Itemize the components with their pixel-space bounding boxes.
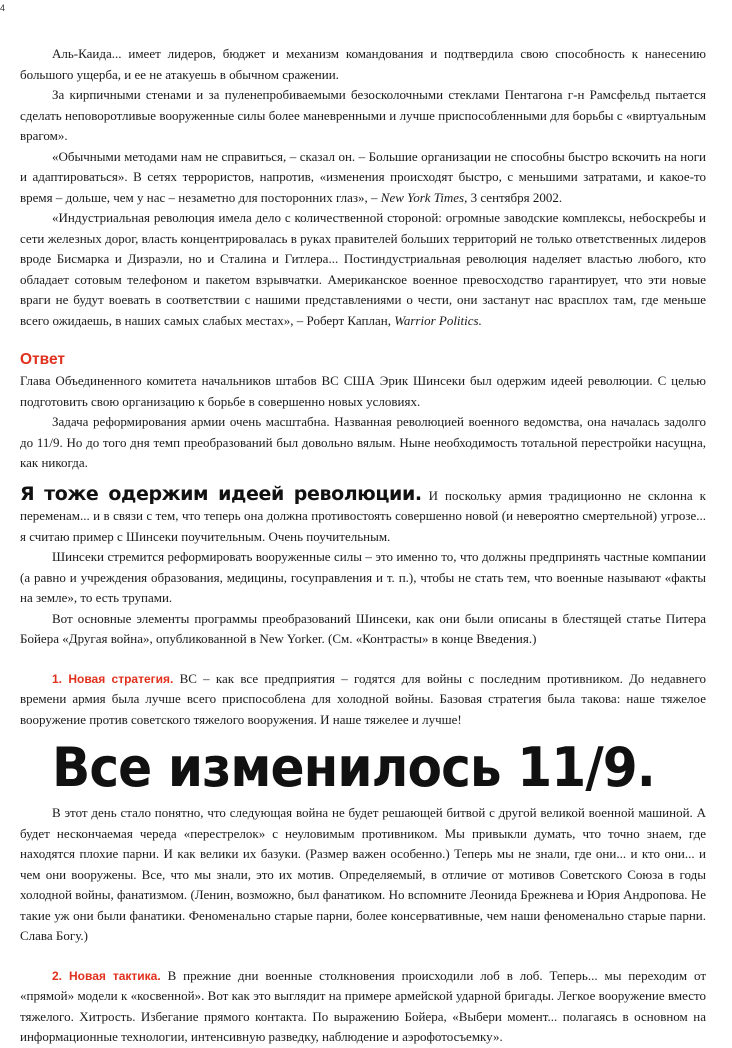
obsessed-paragraph (20, 484, 706, 548)
point-new-tactics (20, 966, 706, 1048)
point-new-strategy (20, 669, 706, 731)
answer-paragraph: Глава Объединенного комитета начальников штабов ВС США Эрик Шинсеки был одержим идеей революции. С целью подготовить свою организацию к борьбе в совершенно новых условиях. (20, 373, 706, 409)
after-headline-paragraph: В этот день стало понятно, что следующая война не будет решающей битвой с другой великой военной машиной. А будет нескончаемая череда «перестрелок» с неуловимым противником. Мы привыкли думать, что точно знаем, где находятся плохие парни. И как велики их базуки. (Размер важен особенно.) Теперь мы не знали, где они... и кто они... и чем они вооружены. Все, что мы знали, это их мотив. Определяемый, в отличие от мотивов Советского Союза в годы холодной войны, фанатизмом. (Ленин, возможно, был фанатиком. Но вспомните Леонида Брежнева и Юрия Андропова. Не такие уж они были фанатики. Феноменально старые парни, более консервативные, чем наши феноменально старые парни. Слава Богу.) (20, 805, 706, 943)
point1-label: 1. Новая стратегия. (52, 671, 174, 686)
intro-paragraph: За кирпичными стенами и за пуленепробиваемыми безосколочными стеклами Пентагона г-н Рамсфельд пытается сделать неповоротливые вооруженные силы более маневренными и лучше приспособленными для борьбы с «виртуальным врагом». (20, 87, 706, 143)
nyt-source: New York Times (380, 189, 465, 205)
intro-paragraph (20, 147, 706, 209)
page-content (20, 44, 706, 1048)
kaplan-quote (20, 208, 706, 331)
big-headline: Все изменилось 11/9. (52, 736, 655, 799)
obsessed-text: И поскольку армия традиционно не склонна к переменам... и в связи с тем, что теперь она должна противостоять совершенно новой (и невероятно смертельной) угрозе... я считаю пример с Шинсеки поучительным. Очень поучительным. (20, 487, 706, 544)
kaplan-quote-text: «Индустриальная революция имела дело с количественной стороной: огромные заводские комплексы, небоскребы и сети железных дорог, власть концентрировалась в руках правителей больших территорий не только ответственных лидеров вроде Бисмарка и Дизраэли, но и Сталина и Гитлера... Постиндустриальная революция наделяет властью любого, кто обладает сотовым телефоном и пакетом взрывчатки. Американское военное превосходство гарантирует, что эти новые враги не будут воевать в соответствии с нашими представлениями о чести, они застанут нас врасплох там, где меньше всего ожидаешь, в наших самых слабых местах», – Роберт Каплан, (20, 210, 706, 328)
shinseki-paragraph: Шинсеки стремится реформировать вооруженные силы – это именно то, что должны предпринять частные компании (а равно и учреждения образования, медицины, госуправления и т. п.), чтобы не стать тем, что военные называют «факты на земле», то есть трупами. (20, 549, 706, 605)
answer-paragraph: Задача реформирования армии очень масштабна. Названная революцией военного ведомства, она началась задолго до 11/9. Но до того дня темп преобразований был довольно вялым. Ныне необходимость тотальной перестройки насущна, как никогда. (20, 414, 706, 470)
obsessed-headline: Я тоже одержим идеей революции. (20, 482, 422, 505)
page-number: 4 (0, 3, 6, 13)
point2-label: 2. Новая тактика. (52, 968, 161, 983)
rumsfeld-quote: «Обычными методами нам не справиться, – сказал он. – Большие организации не способны быстро вскочить на ноги и адаптироваться». В сетях террористов, напротив, «изменения происходят быстро, с меньшими затратами, и какое-то время – дольше, чем у нас – незаметно для посторонних глаз», – (20, 148, 706, 205)
answer-heading: Ответ (20, 351, 65, 368)
shinseki-paragraph: Вот основные элементы программы преобразований Шинсеки, как они были описаны в блестящей статье Питера Бойера «Другая война», опубликованной в New Yorker. (См. «Контрасты» в конце Введения.) (20, 610, 706, 646)
kaplan-book: Warrior Politics. (394, 312, 482, 328)
point1-text: ВС – как все предприятия – годятся для войны с последним противником. До недавнего времени армия была лучше всего приспособлена для холодной войны. Базовая стратегия была такова: наше тяжелое вооружение против советского тяжелого вооружения. И наше тяжелее и лучше! (20, 670, 706, 727)
point2-text: В прежние дни военные столкновения происходили лоб в лоб. Теперь... мы переходим от «прямой» модели к «косвенной». Вот как это выглядит на примере армейской ударной бригады. Легкое вооружение вместо тяжелого. Хитрость. Избегание прямого контакта. По выражению Бойера, «Выбери момент... полагаясь в основном на информационные технологии, интенсивную разведку, наблюдение и аэрофотосъемку». (20, 967, 706, 1044)
nyt-date: , 3 сентября 2002. (464, 189, 563, 205)
intro-paragraph: Аль-Каида... имеет лидеров, бюджет и механизм командования и подтвердила свою способность к нанесению большого ущерба, и ее не атакуешь в обычном сражении. (20, 46, 706, 82)
